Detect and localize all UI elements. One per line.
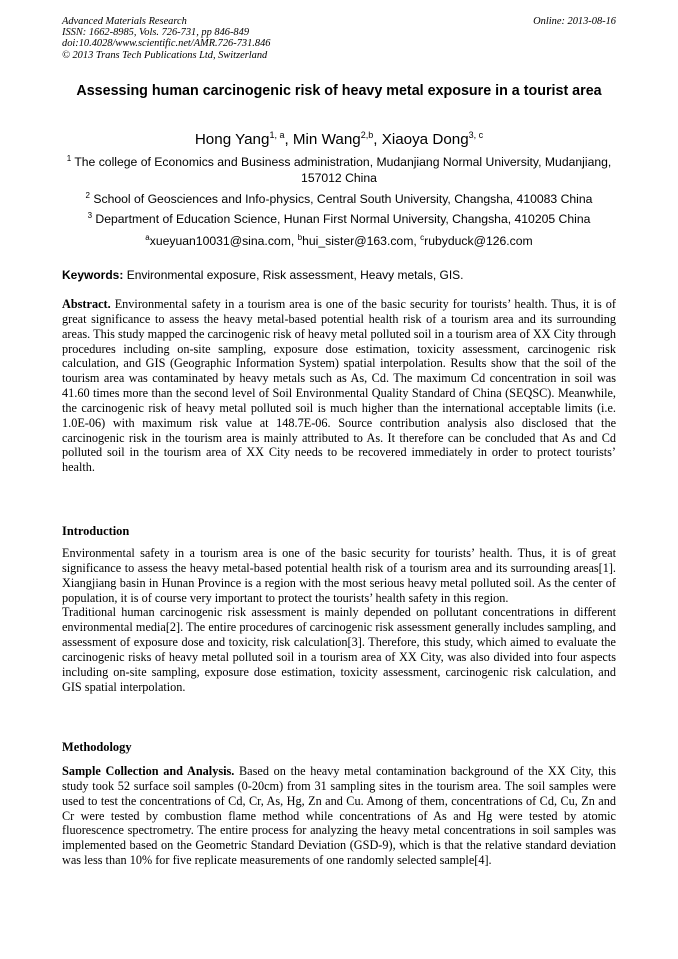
email-mark: b <box>297 233 303 242</box>
section-heading-introduction: Introduction <box>62 524 130 538</box>
abstract <box>62 297 616 475</box>
keywords <box>62 268 616 283</box>
author-list: Hong Yang$^{1, a}$, Min Wang$^{2,b}$, Xiaoya Dong$^{3, c}$ <box>194 130 484 148</box>
online-date: Online: 2013-08-16 <box>533 16 616 27</box>
journal-doi: doi:10.4028/www.scientific.net/AMR.726-731.846 <box>62 38 271 50</box>
affiliation-text: Department of Education Science, Hunan First Normal University, Changsha, 410205 China <box>95 212 591 226</box>
affiliation <box>62 212 616 228</box>
affiliation-number: 3 <box>87 211 93 220</box>
email-address[interactable]: rubyduck@126.com <box>424 234 533 248</box>
paragraph: Traditional human carcinogenic risk assessment is mainly depended on pollutant concentrations in different environmental media[2]. The entire procedures of carcinogenic risk assessment generally includes sampling, and assessment of exposure dose and toxicity, risk calculation[3]. Therefore, this study, which aimed to evaluate the carcinogenic risks of heavy metal polluted soil in a tourism area of XX City, was also divided into four aspects including on-site sampling, exposure dose estimation, toxicity assessment, carcinogenic risk calculation, and GIS spatial interpolation. <box>62 605 616 694</box>
email-list: $^a$xueyuan10031@sina.com, $^b$hui_sister@163.com, $^c$rubyduck@126.com <box>145 233 533 248</box>
journal-issn: ISSN: 1662-8985, Vols. 726-731, pp 846-849 <box>62 27 250 39</box>
email-address[interactable]: xueyuan10031@sina.com <box>149 234 291 248</box>
keywords-label: Keywords: <box>62 268 124 282</box>
author-name: Xiaoya Dong <box>381 131 469 148</box>
author-affiliation-mark: 3, c <box>468 130 484 140</box>
affiliation-number: 2 <box>85 191 90 200</box>
paper-title: Assessing human carcinogenic risk of heavy metal exposure in a tourist area <box>76 83 602 99</box>
email-mark: c <box>420 233 425 242</box>
paragraph: Based on the heavy metal contamination background of the XX City, this study took 52 surface soil samples (0-20cm) from 31 sampling sites in the tourism area. The soil samples were used to test the concentrations of Cd, Cr, As, Hg, Zn and Cu. Among of them, concentrations of Cd, Cu, Zn and Cr were tested by combustion flame method while concentrations of As and Hg were tested by atomic fluorescence spectrometry. The entire process for analyzing the heavy metal concentrations in soil samples was implemented based on the Geometric Standard Deviation (GSD-9), which is that the relative standard deviation was less than 10% for five replicate measurements of one randomly selected sample[4]. <box>62 764 617 868</box>
affiliation-text: The college of Economics and Business administration, Mudanjiang Normal University, Mudanjiang, 157012 China <box>74 155 612 185</box>
keywords-text: Environmental exposure, Risk assessment, Heavy metals, GIS. <box>126 268 464 282</box>
author-affiliation-mark: 1, a <box>269 130 285 140</box>
methodology-body <box>62 764 616 868</box>
abstract-label: Abstract. <box>62 297 111 311</box>
author-affiliation-mark: 2,b <box>360 130 374 140</box>
affiliation-text: School of Geosciences and Info-physics, Central South University, Changsha, 410083 China <box>93 192 593 206</box>
author-name: Min Wang <box>292 131 361 148</box>
email-mark: a <box>145 233 150 242</box>
abstract-text: Environmental safety in a tourism area is one of the basic security for tourists’ health. Thus, it is of great significance to assess the heavy metal-based potential health risk of a tourism area and its surrounding areas. This study mapped the carcinogenic risk of heavy metal polluted soil in a tourism area of XX City through procedures including on-site sampling, exposure dose estimation, toxicity assessment, carcinogenic risk calculation, and GIS (Geographic Information System) spatial interpolation. Results show that the soil of the tourism area was contaminated by heavy metals such as As, Cd. The maximum Cd concentration in soil was 41.60 times more than the second level of Soil Environmental Quality Standard of China (SEQSC). Meanwhile, the carcinogenic risk of heavy metal polluted soil is much higher than the international acceptable limits (i.e. 1.0E-06) with maximum risk value at 148.7E-06. Source contribution analysis also disclosed that the carcinogenic risk in the tourism area is mainly attributed to As. It therefore can be concluded that As and Cd polluted soil in the tourism area of XX City needs to be recovered immediately in order to protect tourists’ health. <box>62 297 617 475</box>
affiliation <box>62 155 616 186</box>
journal-name: Advanced Materials Research <box>62 16 187 27</box>
journal-header <box>62 16 616 61</box>
affiliation <box>62 192 616 208</box>
introduction-body <box>62 546 616 694</box>
affiliation-number: 1 <box>66 154 72 163</box>
subsection-heading: Sample Collection and Analysis. <box>62 764 235 778</box>
email-address[interactable]: hui_sister@163.com <box>302 234 414 248</box>
journal-copyright: © 2013 Trans Tech Publications Ltd, Switzerland <box>62 49 268 61</box>
paragraph: Environmental safety in a tourism area is one of the basic security for tourists’ health. Thus, it is of great significance to assess the heavy metal-based potential health risk of a tourism area and its surrounding areas[1]. Xiangjiang basin in Hunan Province is a region with the most serious heavy metal polluted soil. As the center of population, it is of course very important to protect the tourists’ health safety in this region. <box>62 546 616 605</box>
section-heading-methodology: Methodology <box>62 740 132 754</box>
author-name: Hong Yang <box>194 131 270 148</box>
